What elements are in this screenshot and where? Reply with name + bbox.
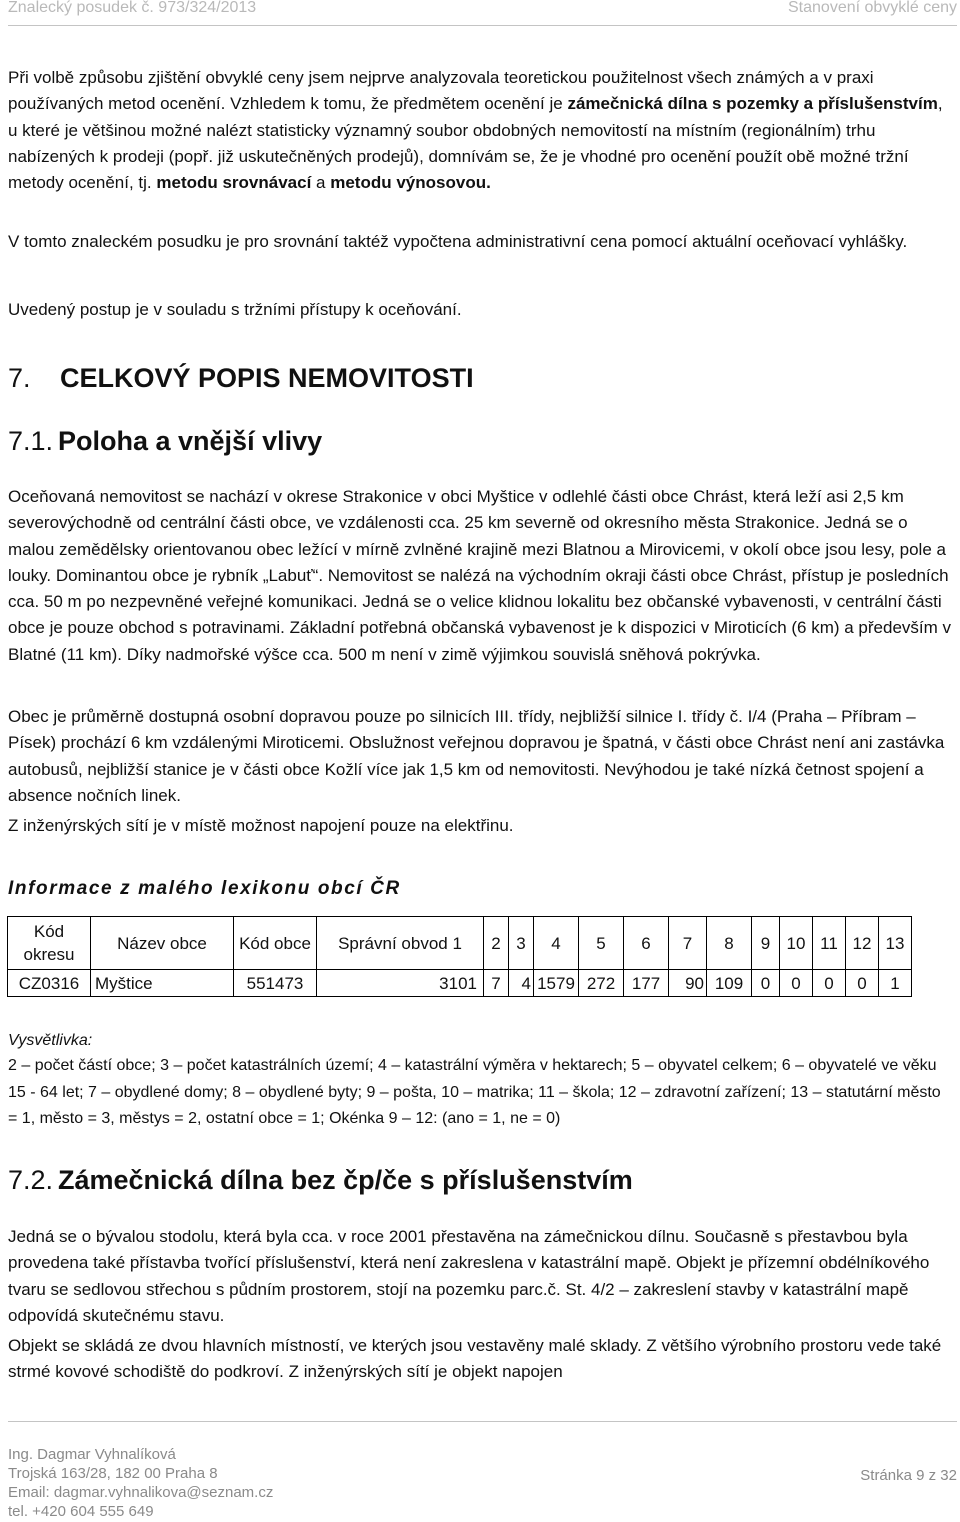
- bold-subject: zámečnická dílna s pozemky a příslušenstvím: [567, 94, 938, 114]
- table-cell: 272: [579, 970, 624, 997]
- paragraph-text: a: [311, 173, 331, 193]
- table-cell: Myštice: [91, 970, 234, 997]
- table-cell: 0: [813, 970, 846, 997]
- table-header-cell: 3: [509, 917, 534, 970]
- paragraph-transport: Obec je průměrně dostupná osobní dopravou pouze po silnicích III. třídy, nejbližší silnice I. třídy č. I/4 (Praha – Příbram – Písek) prochází 6 km vzdálenými Miroticemi. Obslužnost veřejnou dopravou je špatná, v části obce Chrást není ani zastávka autobusů, nejbližší stanice je v části obce Kožlí více jak 1,5 km od nemovitosti. Nevýhodou je také nízká četnost spojení a absence nočních linek.: [8, 707, 945, 805]
- table-cell: 0: [780, 970, 813, 997]
- section-title: Poloha a vnější vlivy: [58, 426, 323, 456]
- table-cell: CZ0316: [8, 970, 91, 997]
- paragraph-text: Při volbě způsobu zjištění obvyklé ceny jsem nejprve analyzovala teoretickou použitelnost všech známých a v praxi používaných metod ocenění. Vzhledem k tomu, že předmětem ocenění je: [8, 68, 874, 114]
- legend-label: Vysvětlivka:: [8, 1032, 93, 1049]
- paragraph-text: , u které je většinou možné nalézt statisticky významný soubor obdobných nemovitostí na místním (regionálním) trhu nabízených k prodeji (popř. již uskutečněných prodejů), domnívám se, že je vhodné pro ocenění použít obě možné tržní metody ocenění, tj.: [8, 94, 943, 193]
- paragraph-utilities: Z inženýrských sítí je v místě možnost napojení pouze na elektřinu.: [8, 816, 514, 835]
- table-cell: 1579: [534, 970, 579, 997]
- table-cell: 3101: [317, 970, 484, 997]
- paragraph-workshop-layout: Objekt se skládá ze dvou hlavních místností, ve kterých jsou vestavěny malé sklady. Z většího výrobního prostoru vede také strmé kovové schodiště do podkroví. Z inženýrských sítí je objekt napojen: [8, 1336, 942, 1382]
- table-header-cell: 4: [534, 917, 579, 970]
- table-cell: 7: [484, 970, 509, 997]
- footer-author: Ing. Dagmar Vyhnalíková: [8, 1446, 176, 1463]
- table-row: [8, 970, 912, 997]
- section-number: 7.1.: [8, 426, 54, 456]
- section-number: 7.2.: [8, 1165, 54, 1195]
- table-header-cell: Kód okresu: [8, 917, 91, 970]
- paragraph-administrative-price: V tomto znaleckém posudku je pro srovnání taktéž vypočtena administrativní cena pomocí aktuální oceňovací vyhlášky.: [8, 232, 908, 251]
- page-number: Stránka 9 z 32: [860, 1467, 957, 1484]
- table-header-cell: Správní obvod 1: [317, 917, 484, 970]
- header-section-title: Stanovení obvyklé ceny: [788, 0, 957, 16]
- table-cell: 90: [669, 970, 707, 997]
- section-title: Zámečnická dílna bez čp/če s příslušenstvím: [58, 1165, 633, 1195]
- table-header-cell: Kód obce: [234, 917, 317, 970]
- lexicon-title: Informace z malého lexikonu obcí ČR: [8, 878, 401, 899]
- footer-divider: [8, 1421, 957, 1422]
- section-number: 7.: [8, 363, 31, 393]
- page-header: [0, 0, 960, 20]
- table-header-cell: 2: [484, 917, 509, 970]
- table-header-cell: 13: [879, 917, 912, 970]
- table-cell: 0: [846, 970, 879, 997]
- section-heading-7-1: [8, 426, 322, 457]
- legend-text: 2 – počet částí obce; 3 – počet katastrálních území; 4 – katastrální výměra v hektarech; 5 – obyvatel celkem; 6 – obyvatelé ve věku 15 - 64 let; 7 – obydlené domy; 8 – obydlené byty; 9 – pošta, 10 – matrika; 11 – škola; 12 – zdravotní zařízení; 13 – statutární město = 1, město = 3, městys = 2, ostatní obce = 1; Okénka 9 – 12: (ano = 1, ne = 0): [8, 1057, 941, 1128]
- table-cell: 1: [879, 970, 912, 997]
- table-header-cell: Název obce: [91, 917, 234, 970]
- lexicon-table: [7, 916, 912, 997]
- table-header-cell: 10: [780, 917, 813, 970]
- bold-method-comparative: metodu srovnávací: [156, 173, 312, 193]
- footer-address: Trojská 163/28, 182 00 Praha 8: [8, 1465, 218, 1482]
- bold-method-income: metodu výnosovou.: [330, 173, 491, 193]
- table-header-row: [8, 917, 912, 970]
- header-document-id: Znalecký posudek č. 973/324/2013: [8, 0, 257, 16]
- table-header-cell: 8: [707, 917, 752, 970]
- header-divider: [8, 25, 957, 26]
- footer-phone: tel. +420 604 555 649: [8, 1503, 154, 1520]
- paragraph-market-approach: Uvedený postup je v souladu s tržními přístupy k oceňování.: [8, 300, 462, 319]
- paragraph-method-choice: [8, 65, 956, 196]
- footer-email: Email: dagmar.vyhnalikova@seznam.cz: [8, 1484, 274, 1501]
- table-cell: 0: [752, 970, 780, 997]
- table-cell: 4: [509, 970, 534, 997]
- table-header-cell: 9: [752, 917, 780, 970]
- table-cell: 177: [624, 970, 669, 997]
- table-header-cell: 5: [579, 917, 624, 970]
- table-cell: 109: [707, 970, 752, 997]
- paragraph-location: Oceňovaná nemovitost se nachází v okrese Strakonice v obci Myštice v odlehlé části obce Chrást, která leží asi 2,5 km severovýchodně od centrální části obce, ve vzdálenosti cca. 25 km severně od okresního města Strakonice. Jedná se o malou zemědělsky orientovanou obec ležící v mírně zvlněné krajině mezi Blatnou a Mirovicemi, v okolí obce jsou lesy, pole a louky. Dominantou obce je rybník „Labuť“. Nemovitost se nalézá na východním okraji části obce Chrást, přístup je posledních cca. 50 m po nezpevněné veřejné komunikaci. Jedná se o velice klidnou lokalitu bez občanské vybavenosti, v centrální části obce je pouze obchod s potravinami. Základní potřebná občanská vybavenost je k dispozici v Miroticích (6 km) a především v Blatné (11 km). Díky nadmořské výšce cca. 500 m není v zimě výjimkou souvislá sněhová pokrývka.: [8, 487, 952, 664]
- table-header-cell: 7: [669, 917, 707, 970]
- table-header-cell: 12: [846, 917, 879, 970]
- table-header-cell: 11: [813, 917, 846, 970]
- section-heading-7-2: [8, 1165, 633, 1196]
- section-title: CELKOVÝ POPIS NEMOVITOSTI: [60, 363, 474, 393]
- paragraph-workshop-description: Jedná se o bývalou stodolu, která byla cca. v roce 2001 přestavěna na zámečnickou dílnu. Současně s přestavbou byla provedena také přístavba tvořící příslušenství, která není zakreslena v katastrální mapě. Objekt je přízemní obdélníkového tvaru se sedlovou střechou s půdním prostorem, stojí na pozemku parc.č. St. 4/2 – zakreslení stavby v katastrální mapě odpovídá skutečnému stavu.: [8, 1227, 930, 1325]
- table-header-cell: 6: [624, 917, 669, 970]
- section-heading-7: [8, 363, 474, 394]
- table-cell: 551473: [234, 970, 317, 997]
